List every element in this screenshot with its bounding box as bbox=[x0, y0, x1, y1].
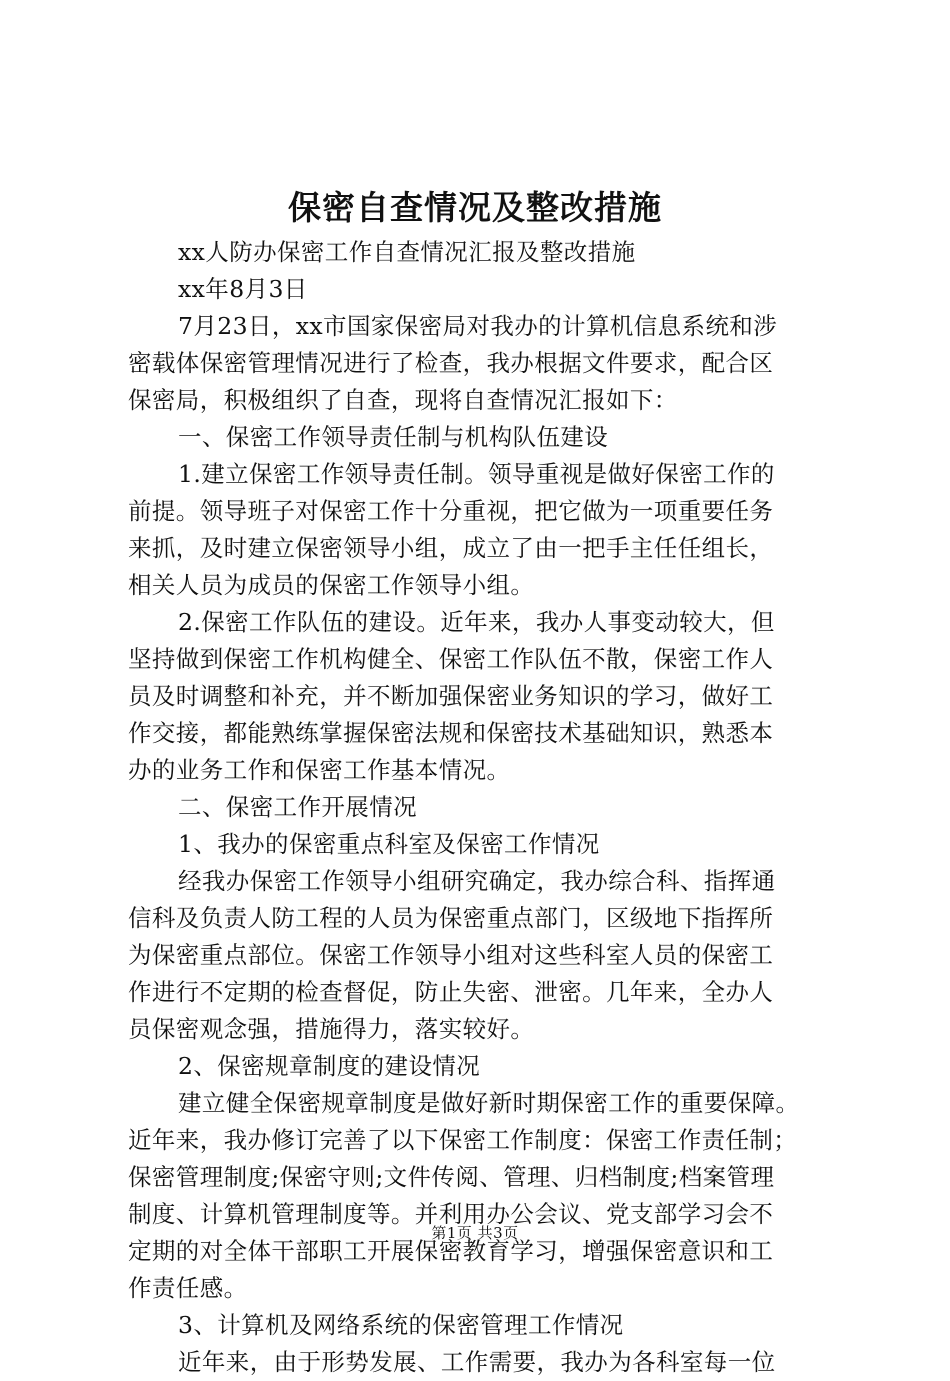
text-line: 为保密重点部位。保密工作领导小组对这些科室人员的保密工 bbox=[128, 941, 774, 969]
text-line: 作进行不定期的检查督促，防止失密、泄密。几年来，全办人 bbox=[128, 978, 774, 1006]
text-line: 保密局，积极组织了自查，现将自查情况汇报如下： bbox=[128, 386, 678, 414]
text-line: xx年8月3日 bbox=[178, 275, 308, 303]
text-line: 近年来，我办修订完善了以下保密工作制度：保密工作责任制； bbox=[128, 1126, 798, 1154]
text-line: xx人防办保密工作自查情况汇报及整改措施 bbox=[178, 238, 636, 266]
text-line: 员保密观念强，措施得力，落实较好。 bbox=[128, 1015, 535, 1043]
text-line: 1.建立保密工作领导责任制。领导重视是做好保密工作的 bbox=[178, 460, 775, 488]
text-line: 二、保密工作开展情况 bbox=[178, 793, 417, 821]
text-line: 一、保密工作领导责任制与机构队伍建设 bbox=[178, 423, 609, 451]
text-line: 员及时调整和补充，并不断加强保密业务知识的学习，做好工 bbox=[128, 682, 774, 710]
text-line: 2.保密工作队伍的建设。近年来，我办人事变动较大，但 bbox=[178, 608, 775, 636]
document-title: 保密自查情况及整改措施 bbox=[288, 188, 662, 227]
page-footer: 第1页 共3页 bbox=[431, 1224, 519, 1242]
text-line: 作责任感。 bbox=[128, 1274, 248, 1302]
document-body bbox=[128, 234, 843, 1381]
text-line: 相关人员为成员的保密工作领导小组。 bbox=[128, 571, 535, 599]
text-line: 近年来，由于形势发展、工作需要，我办为各科室每一位 bbox=[178, 1348, 776, 1376]
text-line: 1、我办的保密重点科室及保密工作情况 bbox=[178, 830, 600, 858]
text-line: 保密管理制度;保密守则;文件传阅、管理、归档制度;档案管理 bbox=[128, 1163, 775, 1191]
text-line: 来抓，及时建立保密领导小组，成立了由一把手主任任组长， bbox=[128, 534, 774, 562]
text-line: 建立健全保密规章制度是做好新时期保密工作的重要保障。 bbox=[178, 1089, 800, 1117]
text-line: 2、保密规章制度的建设情况 bbox=[178, 1052, 481, 1080]
text-line: 经我办保密工作领导小组研究确定，我办综合科、指挥通 bbox=[178, 867, 776, 895]
text-line: 坚持做到保密工作机构健全、保密工作队伍不散，保密工作人 bbox=[128, 645, 774, 673]
text-line: 7月23日，xx市国家保密局对我办的计算机信息系统和涉 bbox=[178, 312, 778, 340]
text-line: 定期的对全体干部职工开展保密教育学习，增强保密意识和工 bbox=[128, 1237, 774, 1265]
text-line: 密载体保密管理情况进行了检查，我办根据文件要求，配合区 bbox=[128, 349, 774, 377]
text-line: 前提。领导班子对保密工作十分重视，把它做为一项重要任务 bbox=[128, 497, 774, 525]
text-line: 作交接，都能熟练掌握保密法规和保密技术基础知识，熟悉本 bbox=[128, 719, 774, 747]
text-line: 制度、计算机管理制度等。并利用办公会议、党支部学习会不 bbox=[128, 1200, 774, 1228]
text-line: 办的业务工作和保密工作基本情况。 bbox=[128, 756, 511, 784]
text-line: 信科及负责人防工程的人员为保密重点部门，区级地下指挥所 bbox=[128, 904, 774, 932]
text-line: 3、计算机及网络系统的保密管理工作情况 bbox=[178, 1311, 624, 1339]
